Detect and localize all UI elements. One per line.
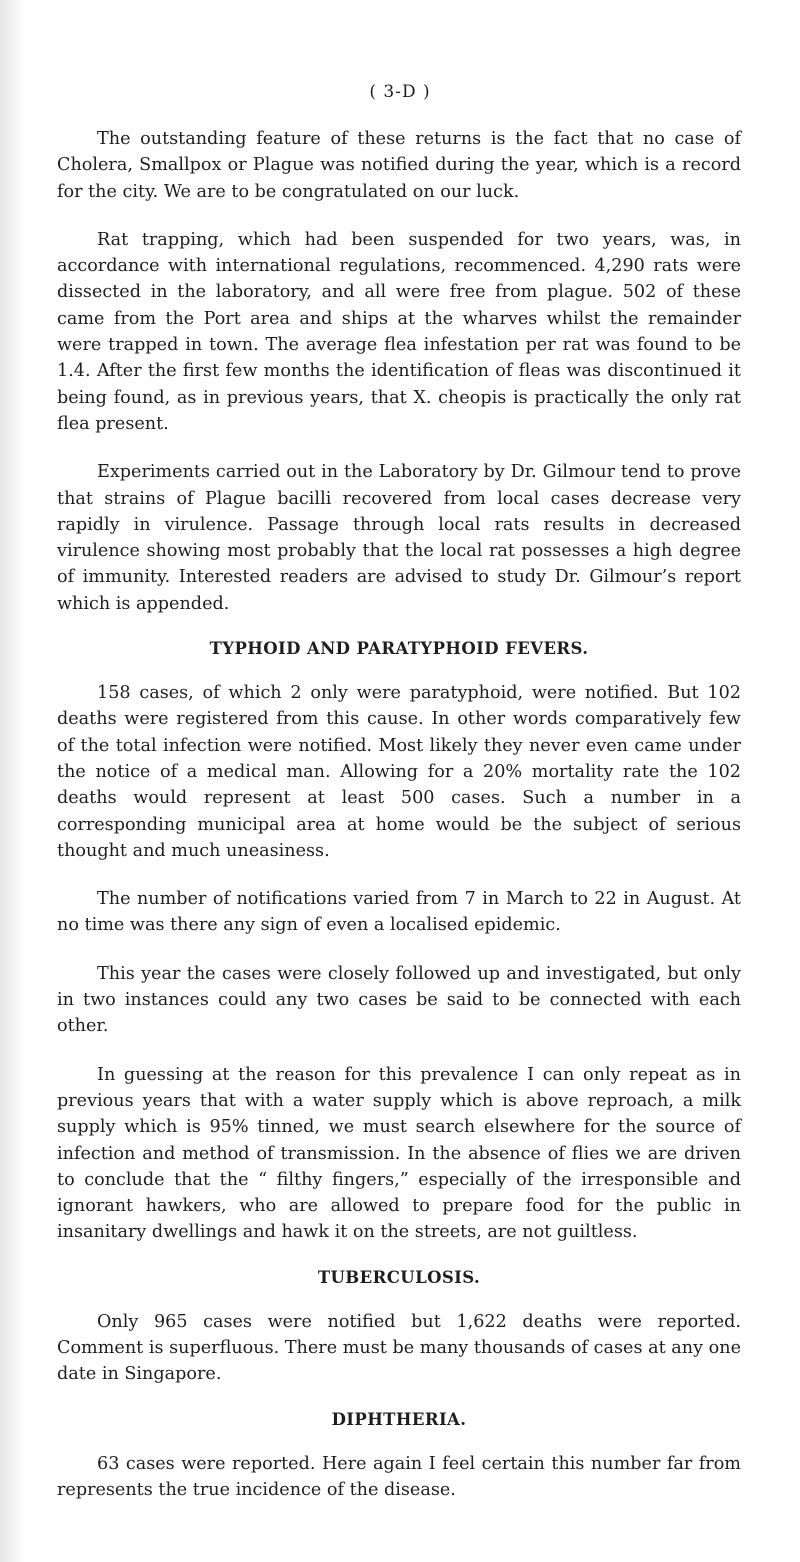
- paragraph-typhoid-notifications: The number of notifications varied from 7 in March to 22 in August. At no time was there any sign of even a localised epidemic.: [57, 889, 741, 936]
- heading-diphtheria: DIPHTHERIA.: [331, 1409, 467, 1429]
- heading-typhoid: TYPHOID AND PARATYPHOID FEVERS.: [209, 639, 589, 659]
- paragraph-plague-experiments: Experiments carried out in the Laboratory by Dr. Gilmour tend to prove that strains of Plague bacilli recovered from local cases decrease very rapidly in virulence. Passage through local rats results in decreased virulence showing most probably that the local rat possesses a high degree of immunity. Interested readers are advised to study Dr. Gilmour’s report which is appended.: [57, 462, 741, 614]
- paragraph-diphtheria: 63 cases were reported. Here again I feel certain this number far from represents the true incidence of the disease.: [57, 1453, 741, 1500]
- paragraph-typhoid-investigation: This year the cases were closely followed up and investigated, but only in two instances could any two cases be said to be connected with each other.: [57, 963, 741, 1037]
- heading-tuberculosis: TUBERCULOSIS.: [317, 1267, 481, 1287]
- document-body: [57, 126, 741, 1525]
- paragraph-rat-trapping: Rat trapping, which had been suspended for two years, was, in accordance with international regulations, recommenced. 4,290 rats were dissected in the laboratory, and all were free from plague. 502 of these came from the Port area and ships at the wharves whilst the remainder were trapped in town. The average flea infestation per rat was found to be 1.4. After the first few months the identification of fleas was discontinued it being found, as in previous years, that X. cheopis is practically the only rat flea present.: [57, 229, 741, 434]
- paragraph-notifiable-returns: The outstanding feature of these returns is the fact that no case of Cholera, Smallpox or Plague was notified during the year, which is a record for the city. We are to be congratulated on our luck.: [57, 129, 741, 202]
- paragraph-typhoid-cases: 158 cases, of which 2 only were paratyphoid, were notified. But 102 deaths were registered from this cause. In other words comparatively few of the total infection were notified. Most likely they never even came under the notice of a medical man. Allowing for a 20% mortality rate the 102 deaths would represent at least 500 cases. Such a number in a corresponding municipal area at home would be the subject of serious thought and much uneasiness.: [57, 683, 741, 861]
- page-number: ( 3-D ): [369, 82, 431, 102]
- paragraph-typhoid-prevalence: In guessing at the reason for this prevalence I can only repeat as in previous years that with a water supply which is above reproach, a milk supply which is 95% tinned, we must search elsewhere for the source of infection and method of transmission. In the absence of flies we are driven to conclude that the “ filthy fingers,” especially of the irresponsible and ignorant hawkers, who are allowed to prepare food for the public in insanitary dwellings and hawk it on the streets, are not guiltless.: [57, 1064, 741, 1243]
- paragraph-tuberculosis: Only 965 cases were notified but 1,622 deaths were reported. Comment is superfluous. There must be many thousands of cases at any one date in Singapore.: [57, 1311, 741, 1385]
